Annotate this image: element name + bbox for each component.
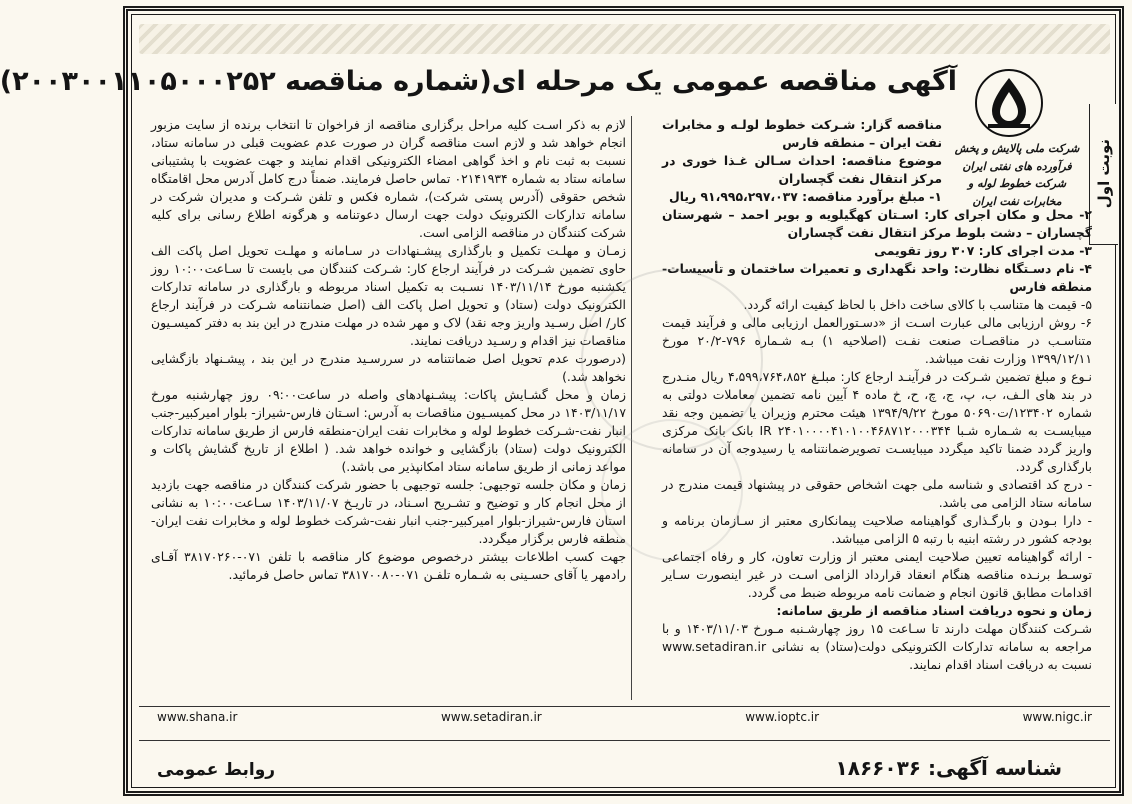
website-ioptc-link[interactable]: www.ioptc.ir <box>745 710 820 724</box>
contact-info: جهت کسب اطلاعات بیشتر درخصوص موضوع کار مناقصه با تلفن ۰۷۱-۳۸۱۷۰۲۶۰ آقـای رادمهر یا آقای حسـینی به شـماره تلفـن ۰۷۱-۳۸۱۷۰۰۸۰ تماس حاصل فرمائید. <box>151 549 626 582</box>
economic-code-note: - درج کد اقتصادی و شناسه ملی جهت اشخاص حقوقی در پیشنهاد قیمت مندرج در سامانه ستاد الزامی می باشد. <box>662 477 1092 510</box>
safety-certificate-note: - ارائه گواهینامه تعیین صلاحیت ایمنی معتبر از وزارت تعاون، کار و رفاه اجتماعی توسـط برنـده مناقصه هنگام انعقاد قرارداد الزامی اسـت در غیر اینصورت سـایر اقدامات مطابق قانون انجام و ضمانت نامه مربوطه ضبط می گردد. <box>662 549 1092 600</box>
briefing-session: زمان و مکان جلسه توجیهی: جلسه توجیهی با حضور شرکت کنندگان در مناقصه جهت بازدید از محل انجام کار و توضیح و تشـریح اسـناد، در تاریـخ ۱۴۰۳/۱۱/۰۷ سـاعت۱۰:۰۰ به نشانی استان فارس-شیراز-بلوار امیرکبیر-جنب انبار نفت-شرکت خطوط لوله و مخابرات نفت ایران-منطقه فارس برگزار میگردد. <box>151 477 626 546</box>
website-list <box>157 710 1092 730</box>
column-divider <box>631 116 632 700</box>
tender-subject: موضوع مناقصه: احداث سـالن غـذا خوری در مرکز انتقال نفت گچساران <box>662 153 942 186</box>
company-line-1: شرکت ملی پالایش و پخش فرآورده های نفتی ایران <box>954 142 1080 173</box>
guarantee-warning: (درصورت عدم تحویل اصل ضمانتنامه در سررسـید مندرج در این بند ، پیشـنهاد بازگشایی نخواهد شد.) <box>151 351 626 384</box>
round-label: نوبت اول <box>1095 139 1113 209</box>
company-line-2: شرکت خطوط لوله و مخابرات نفت ایران <box>967 177 1067 208</box>
submission-deadline: زمـان و مهلـت تکمیل و بارگذاری پیشـنهادات در سـامانه و مهلـت تحویل اصل پاکت الف حاوی تضمین شـرکت در فرآیند ارجاع کار: شـرکت کنندگان می بایست تا سـاعت۱۰:۰۰ روز یکشنبه مورخ ۱۴۰۳/۱۱/۱۴ نسـبت به تکمیل اسناد مربوطه و بارگذاری در سامانه تدارکات الکترونیک دولت (ستاد) و تحویل اصل پاکت الف (اصل ضمانتنامه شـرکت در فرآیند ارجاع کار/ اصل رسـید واریز وجه نقد) لاک و مهر شده در مهلت مندرج در این بند به دفتر کمیسـیون مناقصات نیز اقدام و رسـید دریافت نمایند. <box>151 243 627 348</box>
financial-evaluation: ۶- روش ارزیابی مالی عبارت اسـت از «دسـتورالعمل ارزیابی مالی و فرآیند قیمت متناسـب در مناقصـات صنعت نفـت (اصلاحیه ۱) بـه شـماره ۷۹۶-۲۰/۲ مورخ ۱۳۹۹/۱۲/۱۱ وزارت نفت میباشد. <box>662 315 1092 366</box>
guarantee-info: نـوع و مبلغ تضمین شـرکت در فرآینـد ارجاع کار: مبلـغ ۴،۵۹۹،۷۶۴،۸۵۲ ریال منـدرج در بند های الـف، ب، پ، ج، چ، ح، خ ماده ۴ آیین نامه تضمین معاملات دولتی به شماره ۱۲۳۴۰۲/ت۵۰۶۹۰ مورخ ۱۳۹۴/۹/۲۲ هیئت محترم وزیران یا تضمین وجه نقد میبایسـت به شـماره شـبا IR ۲۴۰۱۰۰۰۰۴۱۰۱۰۰۴۶۸۷۱۲۰۰۰۳۴۴ بانک بانک مرکزی واریز گردد ضمنا تاکید میگردد میبایسـت تصویرضمانتنامه یا رسیدوجه آن در سامانه بارگذاری گردد. <box>662 369 1092 474</box>
registration-note: لازم به ذکر اسـت کلیه مراحل برگزاری مناقصه از فراخوان تا انتخاب برنده از سایت مزبور انجام خواهد شد و لازم است مناقصه گران در صورت عدم عضویت قبلی در سامانه ستاد، نسبت به ثبت نام و اخذ گواهی امضاء الکترونیکی اقدام نمایند و جهت عضویت با پشتیبانی سامانه ستاد به شماره ۰۲۱۴۱۹۳۴ تماس حاصل فرمایند. ضمناً درج کامل آدرس محل اقامتگاه شخص حقوقی (آدرس پستی شرکت)، شماره فکس و تلفن شـرکت و مدیران شرکت در سامانه تدارکات الکترونیک دولت جهت ارسال دعوتنامه و هرگونه اطلاع رسانی برای کلیه شرکت کنندگان در مناقصه الزامی است. <box>151 117 626 240</box>
contractor-certificate-note: - دارا بـودن و بارگـذاری گواهینامه صلاحیت پیمانکاری معتبر از سـازمان برنامه و بودجه کشور در رشته ابنیه با رتبه ۵ الزامی میباشد. <box>662 513 1092 546</box>
public-relations-label: روابط عمومی <box>157 760 276 780</box>
left-column <box>151 116 626 584</box>
supervisor: ۴- نام دسـتگاه نظارت: واحد نگهداری و تعمیرات ساختمان و تأسیسات- منطقه فارس <box>662 261 1092 294</box>
right-column <box>662 116 1092 674</box>
tender-organizer: مناقصه گزار: شـرکت خطوط لولـه و مخابرات نفت ایران – منطقه فارس <box>662 117 942 150</box>
document-receipt-details: شـرکت کنندگان مهلت دارند تا سـاعت ۱۵ روز چهارشـنبه مـورخ ۱۴۰۳/۱۱/۰۳ و با مراجعه به سامانه تدارکات الکترونیکی دولت(ستاد) به نشانی www.setadiran.ir نسبت به دریافت اسناد اقدام نمایند. <box>662 621 1092 672</box>
work-location: ۲- محل و مکان اجرای کار: اسـتان کهگیلویه و بویر احمد – شهرستان گچساران – دشت بلوط مرکز انتقال نفت گچساران <box>662 207 1092 240</box>
decorative-border-strip <box>139 24 1110 54</box>
footer-divider <box>139 706 1110 707</box>
ad-identifier: شناسه آگهی: ۱۸۶۶۰۳۶ <box>835 756 1062 780</box>
footer-divider-bottom <box>139 740 1110 741</box>
work-duration: ۳- مدت اجرای کار: ۳۰۷ روز تقویمی <box>874 243 1092 258</box>
website-setadiran-link[interactable]: www.setadiran.ir <box>440 710 542 724</box>
website-nigc-link[interactable]: www.nigc.ir <box>1022 710 1092 724</box>
price-condition: ۵- قیمت ها متناسب با کالای ساخت داخل با لحاظ کیفیت ارائه گردد. <box>743 297 1092 312</box>
website-shana-link[interactable]: www.shana.ir <box>157 710 238 724</box>
round-tab <box>1089 104 1118 245</box>
document-receipt-heading: زمان و نحوه دریافت اسناد مناقصه از طریق سامانه: <box>776 603 1092 618</box>
opening-session: زمان و محل گشـایش پاکات: پیشـنهادهای واصله در ساعت۰۹:۰۰ روز چهارشنبه مورخ ۱۴۰۳/۱۱/۱۷ در محل کمیسـیون مناقصات به آدرس: اسـتان فارس-شیراز- بلوار امیرکبیر-جنب انبار نفت-شـرکت خطوط لوله و مخابرات نفت ایران-منطقه فارس از طریق سامانه تدارکات الکترونیک دولت (ستاد) بازگشایی و خوانده خواهد شد. ( اطلاع از تاریخ گشایش پاکات و مواعد زمانی از طریق سامانه ستاد امکانپذیر می باشد.) <box>151 387 627 474</box>
estimated-amount: ۱- مبلغ برآورد مناقصه: ۹۱،۹۹۵،۲۹۷،۰۳۷ ریال <box>668 189 942 204</box>
page-title: آگهی مناقصه عمومی یک مرحله ای(شماره مناقصه ۲۰۰۳۰۰۱۱۰۵۰۰۰۲۵۲) <box>0 66 957 97</box>
